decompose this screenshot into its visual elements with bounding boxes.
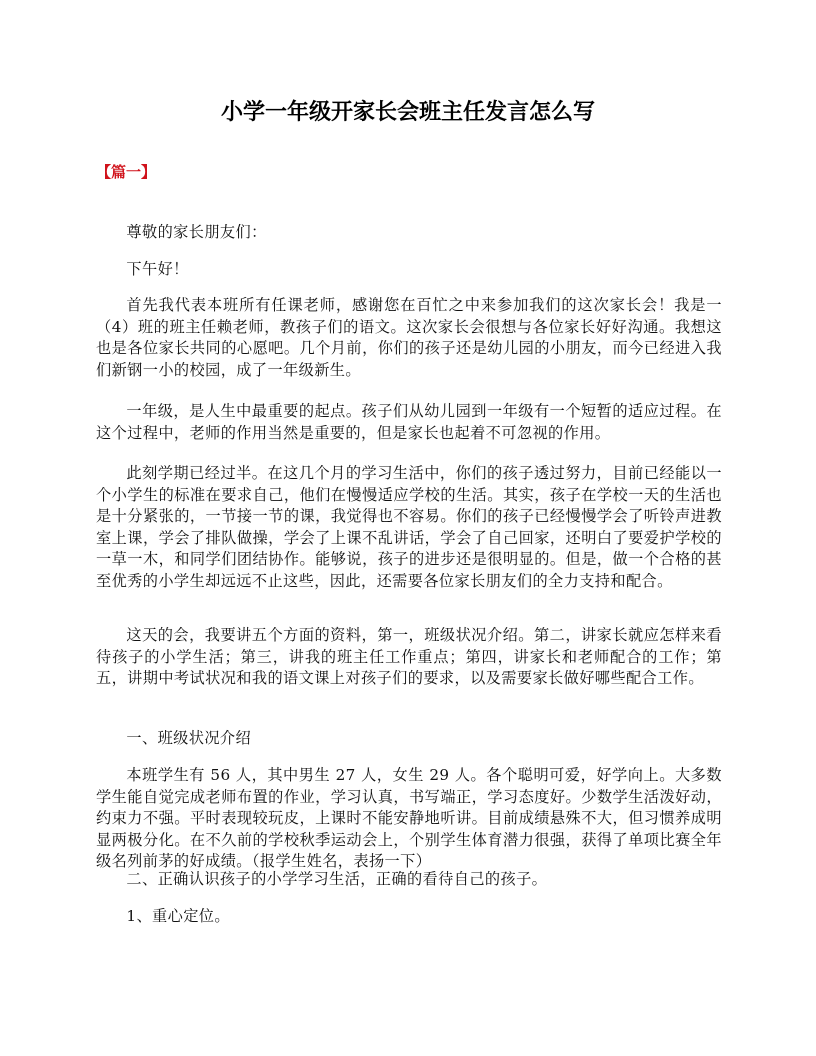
paragraph-class-overview: 本班学生有 56 人，其中男生 27 人，女生 29 人。各个聪明可爱，好学向上。大多数学生能自觉完成老师布置的作业，学习认真，书写端正，学习态度好。少数学生活泼好动，约束力不强。平时表现较玩皮，上课时不能安静地听讲。目前成绩悬殊不大，但习惯养成明显两极分化。在不久前的学校秋季运动会上，个别学生体育潜力很强，获得了单项比赛全年级名列前茅的好成绩。（报学生姓名，表扬一下） xyxy=(96,766,722,870)
section-label: 【篇一】 xyxy=(96,163,157,181)
heading-class-overview: 一、班级状况介绍 xyxy=(126,729,252,747)
heading-understanding: 二、正确认识孩子的小学学习生活，正确的看待自己的孩子。 xyxy=(126,870,548,888)
paragraph-greeting: 尊敬的家长朋友们： xyxy=(126,223,267,241)
heading-focus: 1、重心定位。 xyxy=(126,907,230,925)
paragraph-agenda: 这天的会，我要讲五个方面的资料，第一，班级状况介绍。第二，讲家长就应怎样来看待孩子的小学生活；第三，讲我的班主任工作重点；第四，讲家长和老师配合的工作；第五，讲期中考试状况和我的语文课上对孩子们的要求，以及需要家长做好哪些配合工作。 xyxy=(96,626,722,687)
paragraph-introduction: 首先我代表本班所有任课老师，感谢您在百忙之中来参加我们的这次家长会！我是一（4）班的班主任赖老师，教孩子们的语文。这次家长会很想与各位家长好好沟通。我想这也是各位家长共同的心愿吧。几个月前，你们的孩子还是幼儿园的小朋友，而今已经进入我们新钢一小的校园，成了一年级新生。 xyxy=(96,296,722,379)
paragraph-semester: 此刻学期已经过半。在这几个月的学习生活中，你们的孩子透过努力，目前已经能以一个小学生的标准在要求自己，他们在慢慢适应学校的生活。其实，孩子在学校一天的生活也是十分紧张的，一节接一节的课，我觉得也不容易。你们的孩子已经慢慢学会了听铃声进教室上课，学会了排队做操，学会了上课不乱讲话，学会了自己回家，还明白了要爱护学校的一草一木，和同学们团结协作。能够说，孩子的进步还是很明显的。但是，做一个合格的甚至优秀的小学生却远远不止这些，因此，还需要各位家长朋友们的全力支持和配合。 xyxy=(96,464,722,590)
paragraph-first-grade: 一年级，是人生中最重要的起点。孩子们从幼儿园到一年级有一个短暂的适应过程。在这个过程中，老师的作用当然是重要的，但是家长也起着不可忽视的作用。 xyxy=(96,402,722,442)
paragraph-good-afternoon: 下午好！ xyxy=(126,260,189,278)
document-title: 小学一年级开家长会班主任发言怎么写 xyxy=(220,100,595,125)
